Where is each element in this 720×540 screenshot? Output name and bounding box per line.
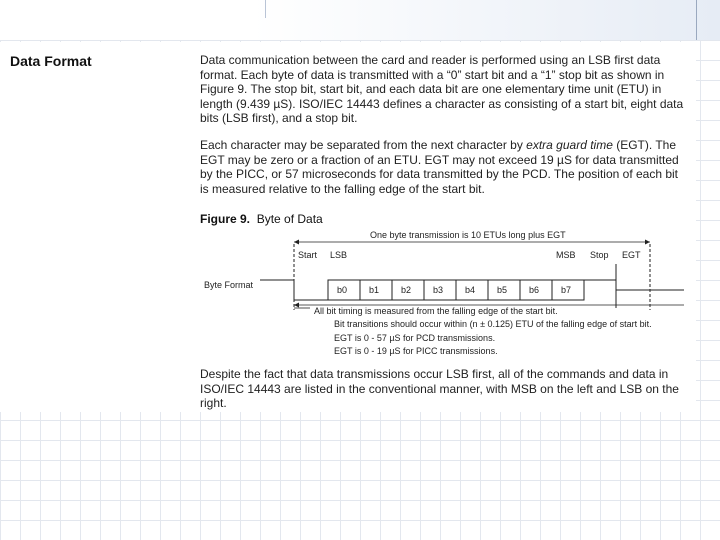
- bit-label: b0: [337, 285, 348, 295]
- figure-caption: [200, 212, 323, 226]
- note-egt-picc: EGT is 0 - 19 µS for PICC transmissions.: [334, 346, 498, 356]
- section-title: Data Format: [10, 53, 92, 69]
- paragraph-guard-time: [200, 138, 688, 196]
- egt-label: EGT: [622, 250, 641, 260]
- lsb-label: LSB: [330, 250, 348, 260]
- guard-time-text-end: (EGT). The EGT may be zero or a fraction of an ETU. EGT may not exceed 19 µS for data transmitted by the PICC, or 57 microseconds for data transmitted by the PCD. The position of each bit is measured relative to the falling edge of the start bit.: [200, 138, 679, 196]
- timing-reference-arrow: [294, 303, 299, 308]
- byte-format-label: Byte Format: [204, 280, 254, 290]
- paragraph-data-communication: Data communication between the card and reader is performed using an LSB first data format. Each byte of data is transmitted with a “0” start bit and a “1” stop bit as shown in Figure 9. The stop bit, start bit, and each data bit are one elementary time unit (ETU) in length (9.439 µS). ISO/IEC 14443 defines a character as consisting of a start bit, eight data bits (LSB first), and a stop bit.: [200, 53, 684, 125]
- figure-number: Figure 9.: [200, 212, 251, 226]
- byte-length-arrow-left: [294, 240, 299, 245]
- start-bit-waveform: [260, 280, 328, 300]
- right-margin-rule: [696, 0, 697, 40]
- guard-time-text-start: Each character may be separated from the next character by: [200, 138, 527, 152]
- note-bit-transitions: Bit transitions should occur within (n ± 0.125) ETU of the falling edge of start bit.: [334, 319, 652, 329]
- header-band: [0, 0, 720, 40]
- bit-label: b2: [401, 285, 412, 295]
- bit-label: b1: [369, 285, 380, 295]
- bit-label: b7: [561, 285, 572, 295]
- document-page: [0, 42, 696, 412]
- bit-label: b3: [433, 285, 444, 295]
- bit-label: b6: [529, 285, 540, 295]
- stop-label: Stop: [590, 250, 609, 260]
- msb-label: MSB: [556, 250, 576, 260]
- note-bit-timing: All bit timing is measured from the falling edge of the start bit.: [314, 306, 558, 316]
- byte-format-diagram: [200, 228, 690, 364]
- start-label: Start: [298, 250, 318, 260]
- data-bit-cells: [328, 280, 584, 300]
- bit-label: b5: [497, 285, 508, 295]
- figure-title: Byte of Data: [256, 212, 323, 226]
- byte-length-arrow-right: [645, 240, 650, 245]
- note-egt-pcd: EGT is 0 - 57 µS for PCD transmissions.: [334, 333, 496, 343]
- byte-length-label: One byte transmission is 10 ETUs long plus EGT: [370, 230, 566, 240]
- header-divider: [265, 0, 266, 18]
- guard-time-emphasis: extra guard time: [526, 138, 613, 152]
- bit-label: b4: [465, 285, 476, 295]
- paragraph-msb-lsb: Despite the fact that data transmissions occur LSB first, all of the commands and data in ISO/IEC 14443 are listed in the conventional manner, with MSB on the left and LSB on the right.: [200, 367, 679, 410]
